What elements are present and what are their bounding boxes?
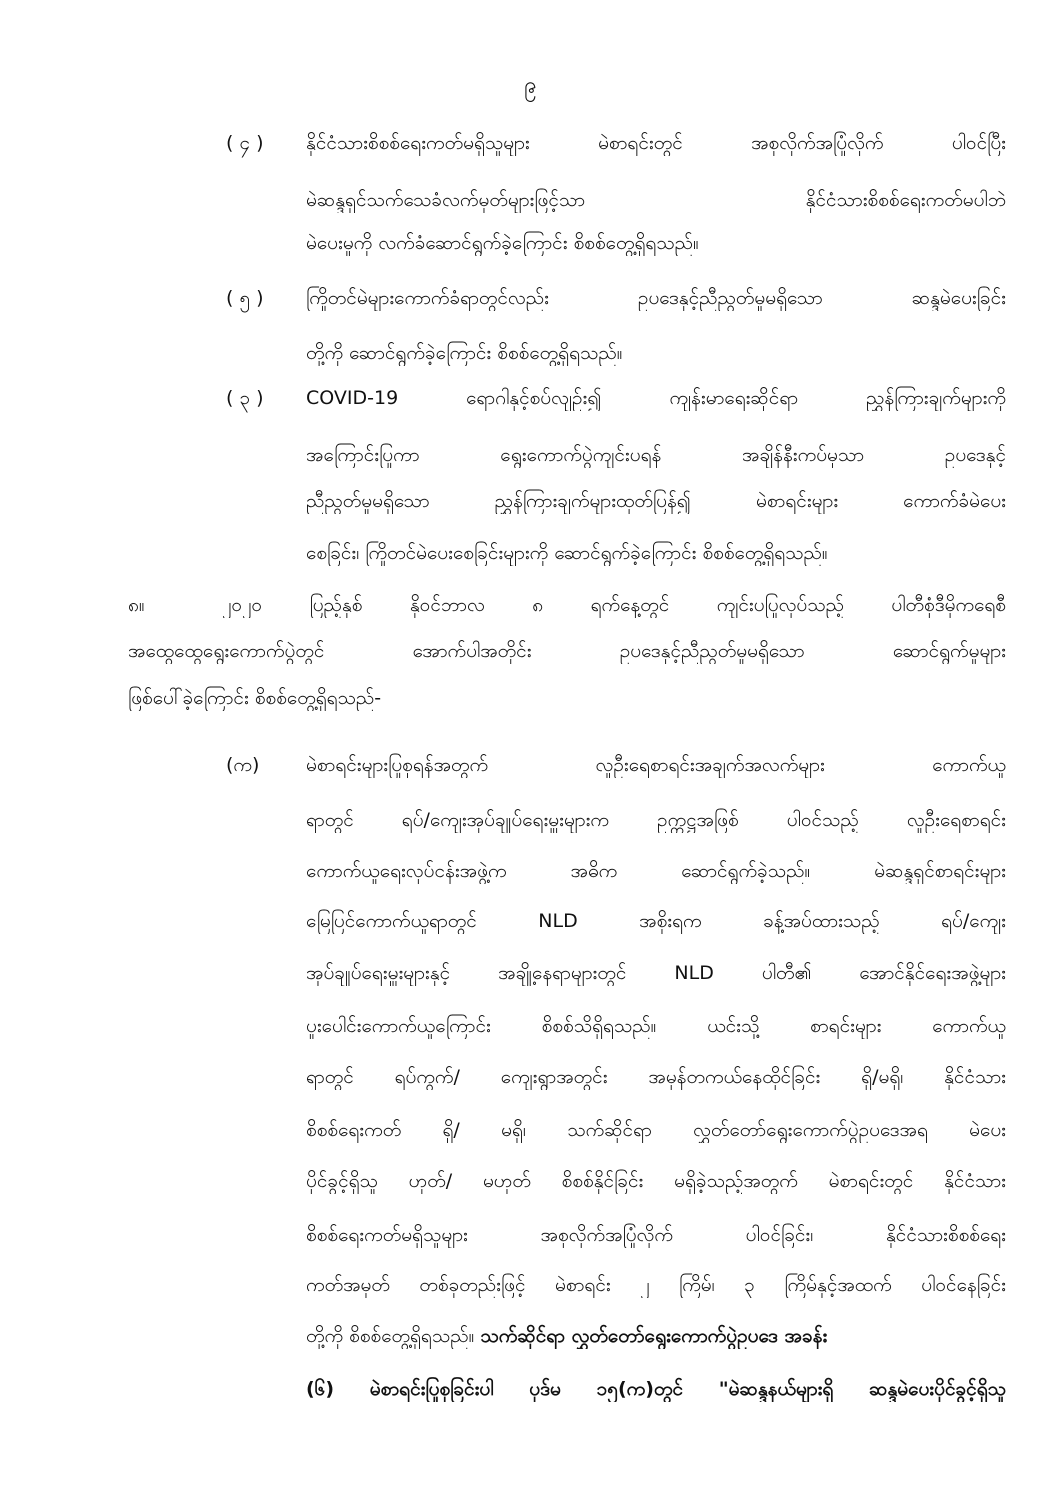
paragraph-line: ပူးပေါင်းကောက်ယူကြောင်း စိစစ်သိရှိရသည်။ ယင်းသို့ စာရင်းများ ကောက်ယူ: [306, 1015, 1006, 1037]
paragraph-line: ရာတွင် ရပ်ကွက်/ ကျေးရွာအတွင်း အမှန်တကယ်နေထိုင်ခြင်း ရှိ/မရှိ၊ နိုင်ငံသား: [306, 1066, 1006, 1088]
paragraph-line: ကောက်ယူရေးလုပ်ငန်းအဖွဲ့က အဓိက ဆောင်ရွက်ခဲ့သည်။ မဲဆန္ဒရှင်စာရင်းများ: [306, 860, 1006, 882]
paragraph-line: မြေပြင်ကောက်ယူရာတွင် NLD အစိုးရက ခန့်အပ်ထားသည့် ရပ်/ကျေး: [306, 910, 1006, 932]
paragraph-line: ကြိုတင်မဲများကောက်ခံရာတွင်လည်း ဥပဒေနှင့်ညီညွတ်မှုမရှိသော ဆန္ဒမဲပေးခြင်း: [306, 287, 1006, 309]
paragraph-line: မဲစာရင်းများပြုစုရန်အတွက် လူဦးရေစာရင်းအချက်အလက်များ ကောက်ယူ: [306, 754, 1006, 776]
bold-text: သက်ဆိုင်ရာ လွှတ်တော်ရွေးကောက်ပွဲဥပဒေ အခန်း: [480, 1325, 828, 1347]
paragraph-line: စေခြင်း၊ ကြိုတင်မဲပေးစေခြင်းများကို ဆောင်ရွက်ခဲ့ကြောင်း စိစစ်တွေ့ရှိရသည်။: [306, 542, 828, 564]
subitem-marker: (က): [226, 754, 260, 776]
normal-text: တို့ကို စိစစ်တွေ့ရှိရသည်။: [306, 1325, 481, 1347]
item-marker: ( ၅ ): [226, 287, 264, 309]
bold-paragraph-line: (၆) မဲစာရင်းပြုစုခြင်းပါ ပုဒ်မ ၁၅(က)တွင် "မဲဆန္ဒနယ်များရှိ ဆန္ဒမဲပေးပိုင်ခွင့်ရှိသူ: [306, 1378, 1006, 1400]
paragraph-line: အထွေထွေရွေးကောက်ပွဲတွင် အောက်ပါအတိုင်း ဥပဒေနှင့်ညီညွတ်မှုမရှိသော ဆောင်ရွက်မှုများ: [128, 640, 1006, 662]
item-marker: ( ၃ ): [226, 387, 264, 409]
paragraph-line: ညီညွတ်မှုမရှိသော ညွှန်ကြားချက်များထုတ်ပြန်၍ မဲစာရင်းများ ကောက်ခံမဲပေး: [306, 490, 1006, 512]
paragraph-line: နိုင်ငံသားစိစစ်ရေးကတ်မရှိသူများ မဲစာရင်းတွင် အစုလိုက်အပြုံလိုက် ပါဝင်ပြီး: [306, 132, 1006, 154]
paragraph-line: မဲဆန္ဒရှင်သက်သေခံလက်မှတ်များဖြင့်သာ နိုင်ငံသားစိစစ်ရေးကတ်မပါဘဲ: [306, 189, 1006, 211]
paragraph-line: အကြောင်းပြုကာ ရွေးကောက်ပွဲကျင်းပရန် အချိန်နီးကပ်မှသာ ဥပဒေနှင့်: [306, 444, 1006, 466]
mixed-paragraph-line: [306, 1323, 1006, 1349]
item-marker: ( ၄ ): [226, 132, 264, 154]
paragraph-line: ရာတွင် ရပ်/ကျေးအုပ်ချုပ်ရေးမှူးများက ဥက္ကဋ္ဌအဖြစ် ပါဝင်သည့် လူဦးရေစာရင်း: [306, 809, 1006, 831]
paragraph-line: တို့ကို ဆောင်ရွက်ခဲ့ကြောင်း စိစစ်တွေ့ရှိရသည်။: [306, 342, 623, 364]
section-number: ၈။: [128, 594, 145, 616]
paragraph-line: ပိုင်ခွင့်ရှိသူ ဟုတ်/ မဟုတ် စိစစ်နိုင်ခြင်း မရှိခဲ့သည့်အတွက် မဲစာရင်းတွင် နိုင်ငံသား: [306, 1170, 1006, 1192]
paragraph-line: ၂၀၂၀ ပြည့်နှစ် နိုဝင်ဘာလ ၈ ရက်နေ့တွင် ကျင်းပပြုလုပ်သည့် ပါတီစုံဒီမိုကရေစီ: [222, 594, 1006, 616]
paragraph-line: မဲပေးမှုကို လက်ခံဆောင်ရွက်ခဲ့ကြောင်း စိစစ်တွေ့ရှိရသည်။: [306, 232, 699, 254]
paragraph-line: စိစစ်ရေးကတ် ရှိ/ မရှိ၊ သက်ဆိုင်ရာ လွှတ်တော်ရွေးကောက်ပွဲဥပဒေအရ မဲပေး: [306, 1119, 1006, 1141]
paragraph-line: စိစစ်ရေးကတ်မရှိသူများ အစုလိုက်အပြုံလိုက် ပါဝင်ခြင်း၊ နိုင်ငံသားစိစစ်ရေး: [306, 1224, 1006, 1246]
paragraph-line: အုပ်ချုပ်ရေးမှူးများနှင့် အချို့နေရာများတွင် NLD ပါတီ၏ အောင်နိုင်ရေးအဖွဲ့များ: [306, 962, 1006, 984]
paragraph-line: ကတ်အမှတ် တစ်ခုတည်းဖြင့် မဲစာရင်း ၂ ကြိမ်၊ ၃ ကြိမ်နှင့်အထက် ပါဝင်နေခြင်း: [306, 1274, 1006, 1296]
paragraph-line: COVID-19 ရောဂါနှင့်စပ်လျဉ်း၍ ကျန်းမာရေးဆိုင်ရာ ညွှန်ကြားချက်များကို: [306, 387, 1006, 409]
paragraph-line: ဖြစ်ပေါ်ခဲ့ကြောင်း စိစစ်တွေ့ရှိရသည်-: [128, 687, 382, 709]
page-number: ၉: [524, 73, 537, 98]
